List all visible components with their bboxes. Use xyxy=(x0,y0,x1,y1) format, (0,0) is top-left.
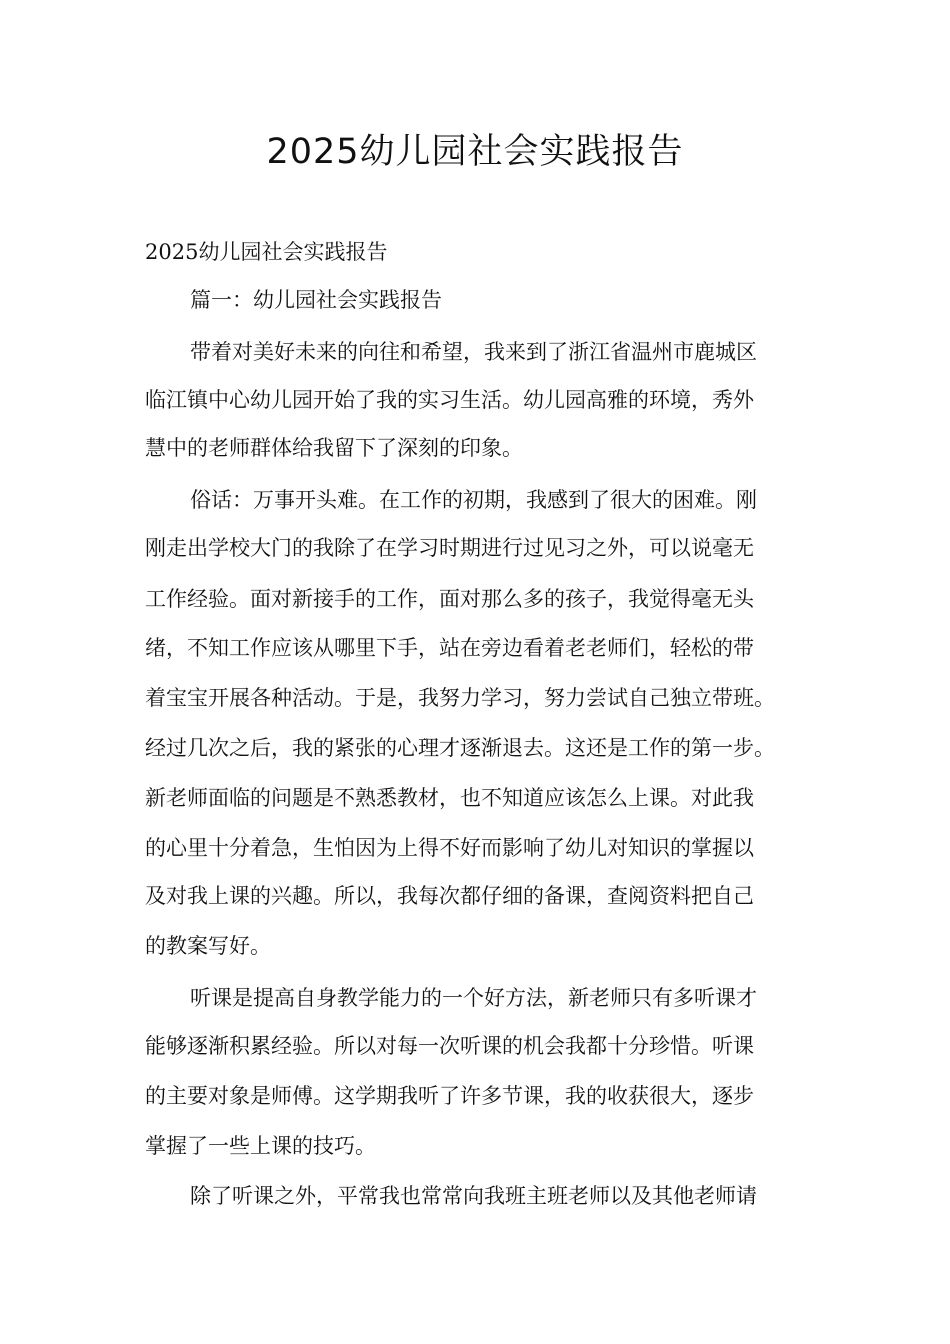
paragraph-line: 听课是提高自身教学能力的一个好方法，新老师只有多听课才 xyxy=(190,986,757,1010)
paragraph-line: 俗话：万事开头难。在工作的初期，我感到了很大的困难。刚 xyxy=(190,488,757,512)
paragraph-line: 临江镇中心幼儿园开始了我的实习生活。幼儿园高雅的环境，秀外 xyxy=(145,388,754,412)
paragraph-line: 的心里十分着急，生怕因为上得不好而影响了幼儿对知识的掌握以 xyxy=(145,836,754,860)
paragraph-line: 及对我上课的兴趣。所以，我每次都仔细的备课，查阅资料把自己 xyxy=(145,884,754,908)
paragraph-line: 新老师面临的问题是不熟悉教材，也不知道应该怎么上课。对此我 xyxy=(145,786,754,810)
paragraph-line: 慧中的老师群体给我留下了深刻的印象。 xyxy=(145,436,523,460)
paragraph-line: 绪，不知工作应该从哪里下手，站在旁边看着老老师们，轻松的带 xyxy=(145,636,754,660)
paragraph-line: 工作经验。面对新接手的工作，面对那么多的孩子，我觉得毫无头 xyxy=(145,587,754,611)
paragraph-line: 着宝宝开展各种活动。于是，我努力学习，努力尝试自己独立带班。 xyxy=(145,686,775,710)
paragraph-line: 掌握了一些上课的技巧。 xyxy=(145,1134,376,1158)
paragraph-line: 篇一：幼儿园社会实践报告 xyxy=(190,288,442,312)
paragraph-line: 2025幼儿园社会实践报告 xyxy=(145,240,388,264)
document-title: 2025幼儿园社会实践报告 xyxy=(266,132,684,172)
paragraph-line: 经过几次之后，我的紧张的心理才逐渐退去。这还是工作的第一步。 xyxy=(145,736,775,760)
paragraph-line: 能够逐渐积累经验。所以对每一次听课的机会我都十分珍惜。听课 xyxy=(145,1034,754,1058)
paragraph-line: 的主要对象是师傅。这学期我听了许多节课，我的收获很大，逐步 xyxy=(145,1084,754,1108)
paragraph-line: 刚走出学校大门的我除了在学习时期进行过见习之外，可以说毫无 xyxy=(145,536,754,560)
paragraph-line: 除了听课之外，平常我也常常向我班主班老师以及其他老师请 xyxy=(190,1184,757,1208)
paragraph-line: 的教案写好。 xyxy=(145,934,271,958)
paragraph-line: 带着对美好未来的向往和希望，我来到了浙江省温州市鹿城区 xyxy=(190,340,757,364)
